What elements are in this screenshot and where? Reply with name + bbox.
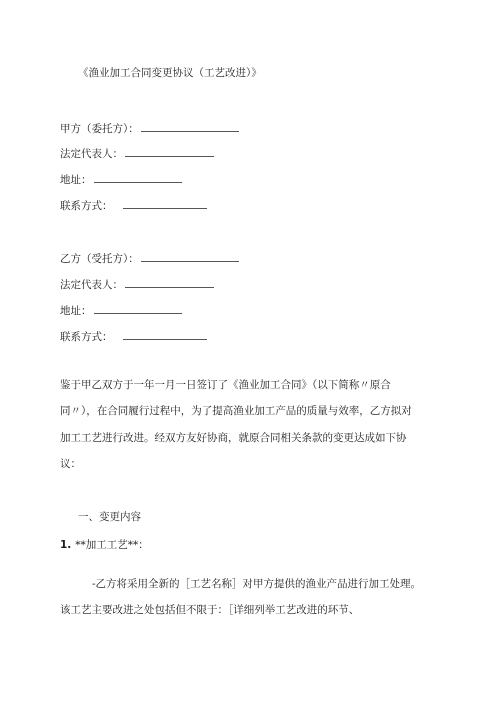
party-a-rep-row	[60, 145, 214, 161]
item-1-body-line-1: -乙方将采用全新的［工艺名称］对甲方提供的渔业产品进行加工处理。	[92, 578, 422, 590]
party-b-rep-label: 法定代表人：	[60, 279, 123, 291]
item-1-heading	[60, 538, 149, 552]
item-1-label: **加工工艺**：	[75, 539, 149, 551]
party-b-address-blank[interactable]	[94, 302, 182, 314]
intro-line-1: 鉴于甲乙双方于一年一月一日签订了《渔业加工合同》（以下简称〃原合	[60, 379, 391, 391]
party-a-contact-blank[interactable]	[123, 197, 207, 209]
party-a-address-row	[60, 171, 182, 187]
intro-line-3: 加工工艺进行改进。经双方友好协商，就原合同相关条款的变更达成如下协	[60, 432, 407, 444]
party-a-contact-row	[60, 197, 207, 213]
party-a-rep-label: 法定代表人：	[60, 148, 123, 160]
party-b-name-blank[interactable]	[141, 250, 239, 262]
party-a-contact-label: 联系方式：	[60, 200, 113, 212]
party-b-address-label: 地址：	[60, 305, 92, 317]
party-a-name-blank[interactable]	[141, 120, 239, 132]
party-b-contact-row	[60, 328, 207, 344]
party-b-name-row	[60, 250, 239, 266]
party-a-address-blank[interactable]	[94, 171, 182, 183]
party-b-contact-label: 联系方式：	[60, 331, 113, 343]
party-b-contact-blank[interactable]	[123, 328, 207, 340]
section-heading: 一、变更内容	[78, 511, 141, 523]
party-b-rep-blank[interactable]	[125, 276, 214, 288]
item-1-body-line-2: 该工艺主要改进之处包括但不限于：［详细列举工艺改进的环节、	[60, 604, 360, 616]
party-a-rep-blank[interactable]	[125, 145, 214, 157]
party-b-name-label: 乙方（受托方）：	[60, 253, 139, 265]
item-1-number: 1.	[60, 539, 72, 551]
party-a-address-label: 地址：	[60, 174, 92, 186]
party-a-name-row	[60, 120, 239, 136]
party-b-address-row	[60, 302, 182, 318]
party-a-name-label: 甲方（委托方）：	[60, 123, 139, 135]
party-b-rep-row	[60, 276, 214, 292]
intro-line-2: 同〃），在合同履行过程中，为了提高渔业加工产品的质量与效率，乙方拟对	[60, 405, 412, 417]
document-title: 《渔业加工合同变更协议（工艺改进）》	[78, 67, 262, 79]
intro-line-4: 议：	[60, 458, 81, 470]
